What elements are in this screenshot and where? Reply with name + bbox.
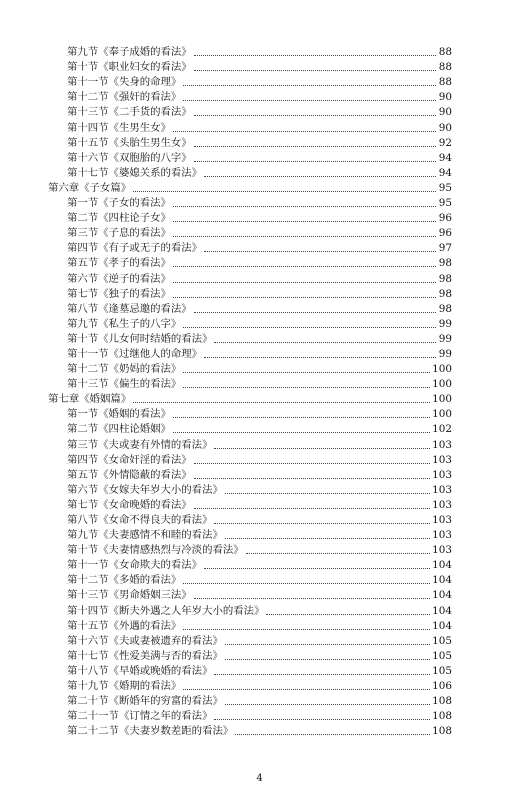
toc-entry-page: 100 [432,363,452,376]
toc-section-row[interactable] [0,708,452,723]
toc-entry-page: 105 [432,649,452,662]
toc-entry-title: 第七节《女命晚婚的看法》 [67,498,192,511]
toc-entry-title: 第十节《职业妇女的看法》 [67,61,192,74]
toc-section-row[interactable] [0,587,452,602]
dot-leader [214,341,436,343]
dot-leader [214,718,430,720]
toc-entry-page: 108 [432,695,452,708]
toc-entry-page: 88 [438,76,452,89]
toc-entry-page: 94 [438,151,452,164]
toc-section-row[interactable] [0,119,452,134]
toc-section-row[interactable] [0,663,452,678]
dot-leader [173,265,436,267]
toc-entry-title: 第十一节《失身的命理》 [67,76,182,89]
toc-entry-title: 第一节《子女的看法》 [67,197,171,210]
dot-leader [194,69,436,71]
toc-entry-page: 90 [438,106,452,119]
dot-leader [204,567,430,569]
dot-leader [133,190,436,192]
toc-entry-page: 105 [432,634,452,647]
dot-leader [225,537,430,539]
toc-entry-title: 第十节《儿女何时结婚的看法》 [67,332,213,345]
toc-entry-title: 第十八节《早婚或晚婚的看法》 [67,664,213,677]
toc-section-row[interactable] [0,270,452,285]
toc-entry-title: 第十四节《断夫外遇之人年岁大小的看法》 [67,604,265,617]
toc-section-row[interactable] [0,195,452,210]
toc-entry-title: 第十节《夫妻情感热烈与冷淡的看法》 [67,544,244,557]
toc-entry-page: 100 [432,408,452,421]
toc-section-row[interactable] [0,452,452,467]
toc-section-row[interactable] [0,89,452,104]
toc-entry-page: 99 [438,317,452,330]
toc-entry-title: 第十五节《头胎生男生女》 [67,136,192,149]
toc-entry-page: 98 [438,257,452,270]
toc-section-row[interactable] [0,210,452,225]
toc-entry-title: 第六节《逆子的看法》 [67,272,171,285]
toc-entry-title: 第三节《夫或妻有外情的看法》 [67,438,213,451]
toc-entry-title: 第九节《奉子成婚的看法》 [67,46,192,59]
dot-leader [173,296,436,298]
toc-entry-title: 第一节《婚姻的看法》 [67,408,171,421]
dot-leader [194,507,430,509]
toc-section-row[interactable] [0,346,452,361]
toc-section-row[interactable] [0,135,452,150]
toc-entry-title: 第十七节《婆媳关系的看法》 [67,166,203,179]
toc-section-row[interactable] [0,316,452,331]
dot-leader [194,54,436,56]
toc-entry-page: 103 [432,438,452,451]
toc-entry-page: 104 [432,619,452,632]
dot-leader [214,673,430,675]
toc-entry-page: 98 [438,287,452,300]
toc-entry-title: 第二十一节《订情之年的看法》 [67,710,213,723]
toc-entry-title: 第二十节《断婚年的穷富的看法》 [67,695,223,708]
toc-section-row[interactable] [0,678,452,693]
dot-leader [194,160,436,162]
toc-section-row[interactable] [0,467,452,482]
toc-entry-title: 第十九节《婚期的看法》 [67,680,182,693]
dot-leader [204,250,436,252]
toc-entry-page: 99 [438,347,452,360]
dot-leader [225,492,430,494]
toc-entry-page: 105 [432,664,452,677]
toc-entry-page: 98 [438,302,452,315]
toc-entry-title: 第十一节《过继他人的命理》 [67,347,203,360]
toc-entry-title: 第三节《子息的看法》 [67,227,171,240]
toc-section-row[interactable] [0,421,452,436]
dot-leader [183,386,430,388]
toc-entry-title: 第十七节《性爱美满与否的看法》 [67,649,223,662]
toc-entry-page: 103 [432,483,452,496]
toc-section-row[interactable] [0,572,452,587]
toc-entry-page: 96 [438,227,452,240]
toc-entry-page: 106 [432,680,452,693]
toc-section-row[interactable] [0,602,452,617]
toc-entry-title: 第四节《有子或无子的看法》 [67,242,203,255]
toc-entry-title: 第七章《婚姻篇》 [48,393,132,406]
toc-entry-page: 90 [438,121,452,134]
dot-leader [183,371,430,373]
toc-section-row[interactable] [0,497,452,512]
dot-leader [173,205,436,207]
dot-leader [194,311,436,313]
toc-entry-title: 第十二节《奶妈的看法》 [67,363,182,376]
dot-leader [204,356,436,358]
toc-entry-title: 第十二节《多婚的看法》 [67,574,182,587]
toc-entry-title: 第五节《外情隐蔽的看法》 [67,468,192,481]
toc-entry-page: 104 [432,574,452,587]
toc-section-row[interactable] [0,723,452,738]
toc-section-row[interactable] [0,104,452,119]
toc-entry-title: 第十六节《夫或妻被遗弃的看法》 [67,634,223,647]
toc-entry-title: 第十三节《二手货的看法》 [67,106,192,119]
toc-entry-title: 第九节《私生子的八字》 [67,317,182,330]
dot-leader [173,431,430,433]
toc-section-row[interactable] [0,482,452,497]
toc-entry-title: 第八节《逢墓忌邀的看法》 [67,302,192,315]
toc-entry-title: 第九节《夫妻感情不和睦的看法》 [67,529,223,542]
toc-section-row[interactable] [0,527,452,542]
toc-section-row[interactable] [0,240,452,255]
toc-chapter-row[interactable] [0,391,452,406]
toc-entry-page: 103 [432,529,452,542]
dot-leader [173,235,436,237]
dot-leader [183,582,430,584]
toc-section-row[interactable] [0,361,452,376]
toc-entry-page: 98 [438,272,452,285]
dot-leader [214,522,430,524]
dot-leader [194,597,430,599]
dot-leader [183,628,430,630]
toc-entry-page: 102 [432,423,452,436]
dot-leader [194,462,430,464]
toc-entry-page: 92 [438,136,452,149]
toc-entry-title: 第二节《四柱论子女》 [67,212,171,225]
toc-section-row[interactable] [0,648,452,663]
toc-entry-title: 第十六节《双胞胎的八字》 [67,151,192,164]
dot-leader [183,688,430,690]
toc-section-row[interactable] [0,633,452,648]
toc-entry-page: 103 [432,544,452,557]
dot-leader [266,613,430,615]
toc-entry-page: 95 [438,197,452,210]
toc-entry-title: 第十二节《强奸的看法》 [67,91,182,104]
toc-section-row[interactable] [0,150,452,165]
toc-entry-title: 第十五节《外遇的看法》 [67,619,182,632]
toc-section-row[interactable] [0,693,452,708]
toc-entry-page: 90 [438,91,452,104]
toc-section-row[interactable] [0,165,452,180]
dot-leader [173,416,430,418]
toc-entry-page: 103 [432,453,452,466]
toc-entry-title: 第六节《女嫁夫年岁大小的看法》 [67,483,223,496]
page-number: 4 [256,773,263,784]
toc-section-row[interactable] [0,542,452,557]
dot-leader [204,175,436,177]
dot-leader [246,552,431,554]
toc-section-row[interactable] [0,618,452,633]
toc-entry-page: 104 [432,589,452,602]
toc-entry-title: 第十三节《男命婚姻三法》 [67,589,192,602]
dot-leader [183,84,436,86]
toc-entry-page: 100 [432,378,452,391]
dot-leader [133,401,430,403]
dot-leader [173,130,436,132]
toc-entry-page: 95 [438,181,452,194]
toc-section-row[interactable] [0,376,452,391]
toc-entry-page: 99 [438,332,452,345]
toc-entry-page: 97 [438,242,452,255]
toc-entry-page: 96 [438,212,452,225]
table-of-contents [0,44,519,738]
toc-entry-page: 108 [432,725,452,738]
dot-leader [225,643,430,645]
dot-leader [183,326,436,328]
toc-section-row[interactable] [0,225,452,240]
dot-leader [235,733,430,735]
toc-entry-page: 94 [438,166,452,179]
dot-leader [225,703,430,705]
toc-section-row[interactable] [0,406,452,421]
toc-entry-title: 第二十二节《夫妻岁数差距的看法》 [67,725,234,738]
toc-section-row[interactable] [0,255,452,270]
dot-leader [225,658,430,660]
dot-leader [173,281,436,283]
toc-entry-title: 第二节《四柱论婚姻》 [67,423,171,436]
toc-entry-title: 第五节《孝子的看法》 [67,257,171,270]
toc-entry-title: 第十四节《生男生女》 [67,121,171,134]
toc-entry-page: 100 [432,393,452,406]
toc-entry-page: 108 [432,710,452,723]
dot-leader [183,99,436,101]
toc-entry-page: 88 [438,61,452,74]
toc-entry-page: 103 [432,514,452,526]
dot-leader [194,145,436,147]
toc-chapter-row[interactable] [0,180,452,195]
toc-section-row[interactable] [0,436,452,451]
toc-entry-title: 第七节《独子的看法》 [67,287,171,300]
toc-section-row[interactable] [0,331,452,346]
toc-entry-page: 88 [438,46,452,59]
dot-leader [194,477,430,479]
toc-section-row[interactable] [0,59,452,74]
toc-entry-title: 第八节《女命不得良夫的看法》 [67,514,213,526]
toc-section-row[interactable] [0,301,452,316]
toc-section-row[interactable] [0,74,452,89]
toc-section-row[interactable] [0,557,452,572]
toc-entry-title: 第十三节《偏生的看法》 [67,378,182,391]
toc-section-row[interactable] [0,44,452,59]
toc-entry-title: 第四节《女命奸淫的看法》 [67,453,192,466]
dot-leader [173,220,436,222]
toc-section-row[interactable] [0,512,452,527]
toc-entry-page: 103 [432,498,452,511]
toc-entry-title: 第六章《子女篇》 [48,181,132,194]
toc-section-row[interactable] [0,286,452,301]
toc-entry-page: 104 [432,559,452,572]
toc-entry-page: 104 [432,604,452,617]
dot-leader [194,114,436,116]
toc-entry-title: 第十一节《女命欺夫的看法》 [67,559,203,572]
dot-leader [214,447,430,449]
toc-entry-page: 103 [432,468,452,481]
